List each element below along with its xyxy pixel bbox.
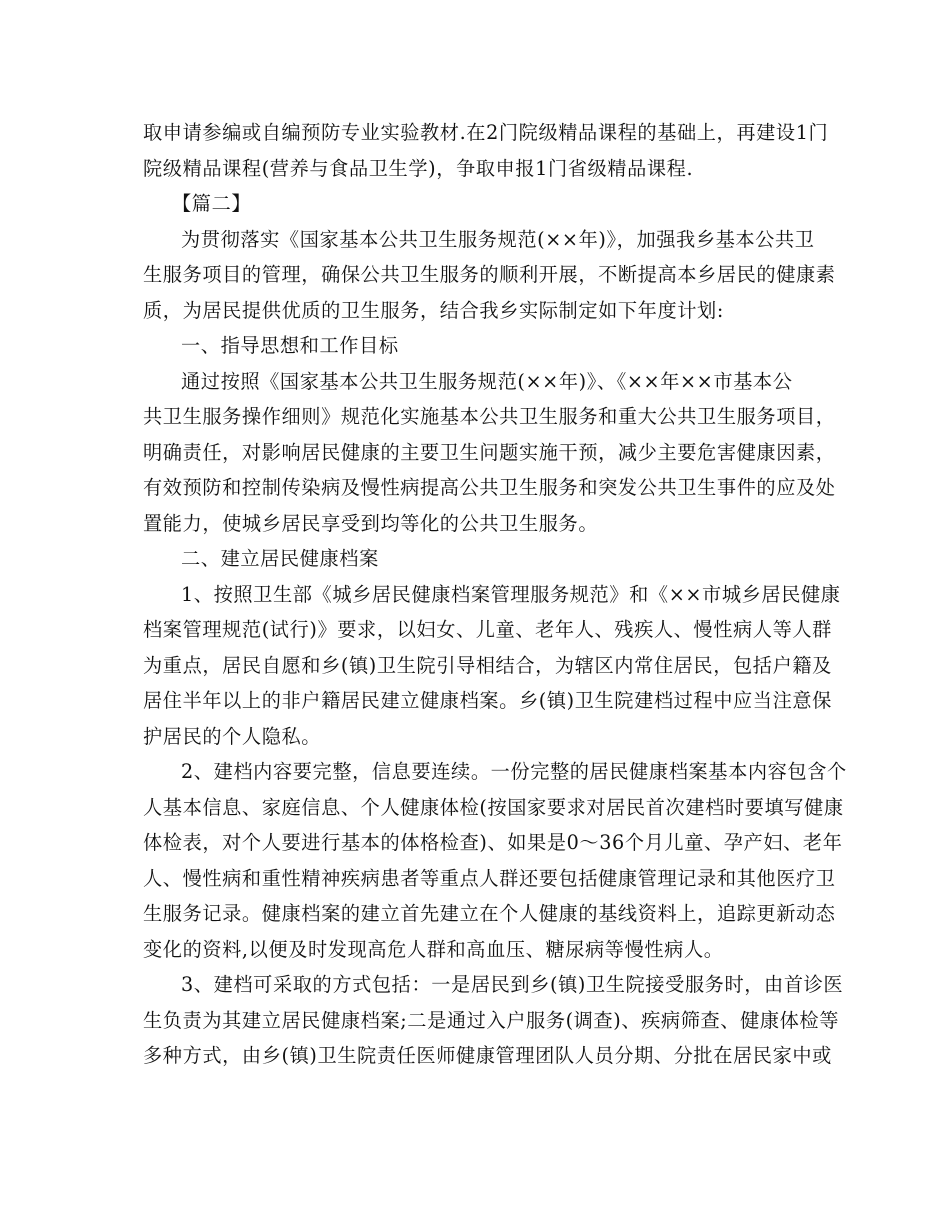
text-line: 明确责任，对影响居民健康的主要卫生问题实施干预，减少主要危害健康因素，: [143, 440, 836, 464]
section-label: 【篇二】: [172, 192, 252, 215]
paragraph-intro: [143, 115, 829, 186]
paragraph-1: [143, 222, 836, 329]
paragraph-2: [143, 364, 836, 542]
heading-guiding-thought: 一、指导思想和工作目标: [181, 334, 399, 357]
text-line: 通过按照《国家基本公共卫生服务规范(××年)》、《××年××市基本公: [181, 369, 793, 393]
text-line: 生服务记录。健康档案的建立首先建立在个人健康的基线资料上，追踪更新动态: [143, 902, 836, 925]
text-line: 院级精品课程(营养与食品卫生学)，争取申报1门省级精品课程.: [143, 156, 694, 180]
text-line: 多种方式，由乡(镇)卫生院责任医师健康管理团队人员分期、分批在居民家中或: [143, 1044, 832, 1067]
text-line: 居住半年以上的非户籍居民建立健康档案。乡(镇)卫生院建档过程中应当注意保: [143, 689, 832, 712]
text-line: 生服务项目的管理，确保公共卫生服务的顺利开展，不断提高本乡居民的健康素: [143, 263, 836, 286]
paragraph-5: [143, 967, 844, 1074]
text-line: 人基本信息、家庭信息、个人健康体检(按国家要求对居民首次建档时要填写健康: [143, 795, 844, 819]
paragraph-3: [143, 577, 841, 755]
document-page: [143, 115, 847, 1074]
text-line: 质，为居民提供优质的卫生服务，结合我乡实际制定如下年度计划:: [143, 298, 724, 322]
text-line: 共卫生服务操作细则》规范化实施基本公共卫生服务和重大公共卫生服务项目，: [143, 405, 836, 428]
text-line: 置能力，使城乡居民享受到均等化的公共卫生服务。: [143, 511, 599, 535]
text-line: 为重点，居民自愿和乡(镇)卫生院引导相结合，为辖区内常住居民，包括户籍及: [143, 653, 832, 677]
text-line: 体检表，对个人要进行基本的体格检查)、如果是0～36个月儿童、孕产妇、老年: [143, 831, 843, 854]
paragraph-4: [143, 754, 847, 967]
heading-health-records: 二、建立居民健康档案: [181, 547, 379, 570]
text-line: 3、建档可采取的方式包括：一是居民到乡(镇)卫生院接受服务时，由首诊医: [181, 973, 844, 996]
text-line: 2、建档内容要完整，信息要连续。一份完整的居民健康档案基本内容包含个: [181, 760, 847, 783]
text-line: 护居民的个人隐私。: [143, 724, 322, 748]
text-line: 人、慢性病和重性精神疾病患者等重点人群还要包括健康管理记录和其他医疗卫: [143, 866, 836, 890]
text-line: 为贯彻落实《国家基本公共卫生服务规范(××年)》，加强我乡基本公共卫: [181, 227, 815, 251]
text-line: 变化的资料,以便及时发现高危人群和高血压、糖尿病等慢性病人。: [143, 937, 724, 961]
text-line: 生负责为其建立居民健康档案;二是通过入户服务(调查)、疾病筛查、健康体检等: [143, 1008, 840, 1032]
text-line: 有效预防和控制传染病及慢性病提高公共卫生服务和突发公共卫生事件的应及处: [143, 476, 836, 499]
text-line: 取申请参编或自编预防专业实验教材.在2门院级精品课程的基础上，再建设1门: [143, 121, 829, 144]
text-line: 1、按照卫生部《城乡居民健康档案管理服务规范》和《××市城乡居民健康: [181, 582, 841, 606]
text-line: 档案管理规范(试行)》要求，以妇女、儿童、老年人、残疾人、慢性病人等人群: [143, 618, 832, 641]
